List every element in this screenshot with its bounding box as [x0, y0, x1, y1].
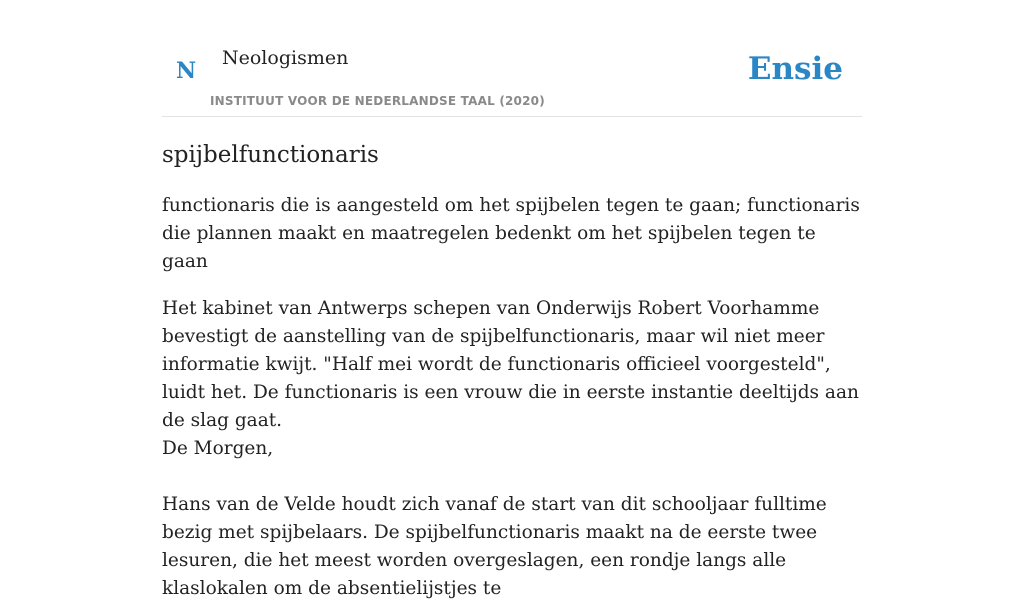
entry-quote: Het kabinet van Antwerps schepen van Onderwijs Robert Voorhamme bevestigt de aanstelling van de spijbelfunctionaris, maar wil niet meer informatie kwijt. "Half mei wordt de functionaris officieel voorgesteld", luidt het. De functionaris is een vrouw die in eerste instantie deeltijds aan de slag gaat. De Morgen, Hans van de Velde houdt zich vanaf de start van dit schooljaar fulltime bezig met spijbelaars. De spijbelfunctionaris maakt na de eerste twee lesuren, die het meest worden overgeslagen, een rondje langs alle klaslokalen om de absentielijstjes te — [162, 298, 859, 599]
source-header — [162, 0, 862, 117]
source-title-link[interactable]: Neologismen — [222, 47, 349, 69]
entry-term: spijbelfunctionaris — [162, 142, 379, 168]
source-logo[interactable]: N — [176, 58, 197, 84]
entry-content — [162, 192, 862, 603]
publisher-label: INSTITUUT VOOR DE NEDERLANDSE TAAL (2020) — [210, 94, 545, 108]
ensie-logo-link[interactable]: Ensie — [747, 51, 843, 87]
entry-definition: functionaris die is aangesteld om het spijbelen tegen te gaan; functionaris die plannen maakt en maatregelen bedenkt om het spijbelen tegen te gaan — [162, 195, 860, 272]
